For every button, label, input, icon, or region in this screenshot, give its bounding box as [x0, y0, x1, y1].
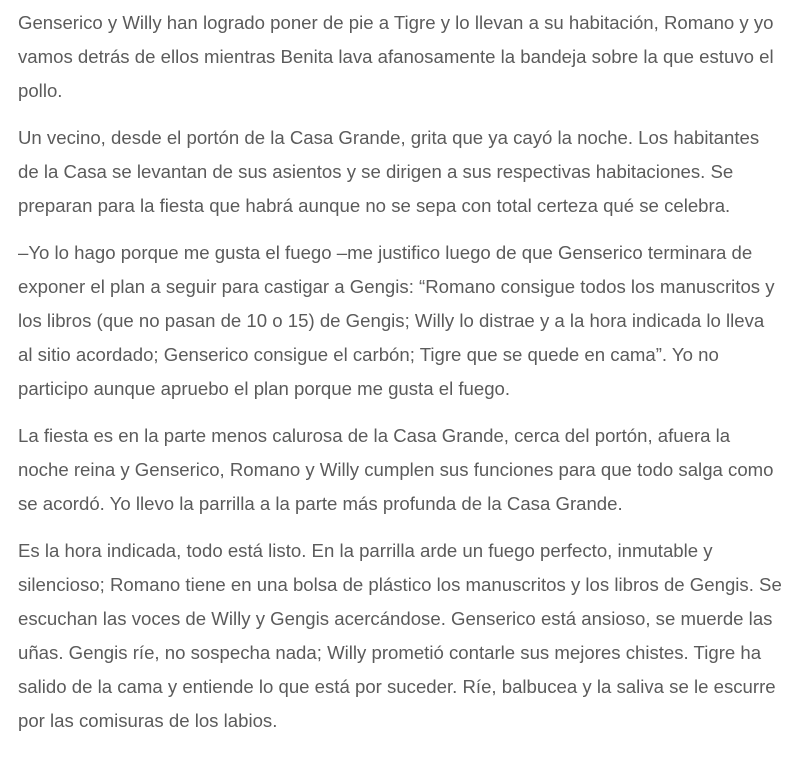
paragraph: La fiesta es en la parte menos calurosa de la Casa Grande, cerca del portón, afuera la noche reina y Genserico, Romano y Willy cumplen sus funciones para que todo salga como se acordó. Yo llevo la parrilla a la parte más profunda de la Casa Grande.: [18, 425, 774, 514]
paragraph: Un vecino, desde el portón de la Casa Grande, grita que ya cayó la noche. Los habitantes de la Casa se levantan de sus asientos y se dirigen a sus respectivas habitaciones. Se preparan para la fiesta que habrá aunque no se sepa con total certeza qué se celebra.: [18, 127, 760, 216]
paragraph: Genserico y Willy han logrado poner de pie a Tigre y lo llevan a su habitación, Romano y yo vamos detrás de ellos mientras Benita lava afanosamente la bandeja sobre la que estuvo el pollo.: [18, 12, 774, 101]
paragraph: Es la hora indicada, todo está listo. En la parrilla arde un fuego perfecto, inmutable y silencioso; Romano tiene en una bolsa de plástico los manuscritos y los libros de Gengis. Se escuchan las voces de Willy y Gengis acercándose. Genserico está ansioso, se muerde las uñas. Gengis ríe, no sospecha nada; Willy prometió contarle sus mejores chistes. Tigre ha salido de la cama y entiende lo que está por suceder. Ríe, balbucea y la saliva se le escurre por las comisuras de los labios.: [18, 540, 782, 731]
paragraph: –Yo lo hago porque me gusta el fuego –me justifico luego de que Genserico terminara de exponer el plan a seguir para castigar a Gengis: “Romano consigue todos los manuscritos y los libros (que no pasan de 10 o 15) de Gengis; Willy lo distrae y a la hora indicada lo lleva al sitio acordado; Genserico consigue el carbón; Tigre que se quede en cama”. Yo no participo aunque apruebo el plan porque me gusta el fuego.: [18, 242, 775, 399]
